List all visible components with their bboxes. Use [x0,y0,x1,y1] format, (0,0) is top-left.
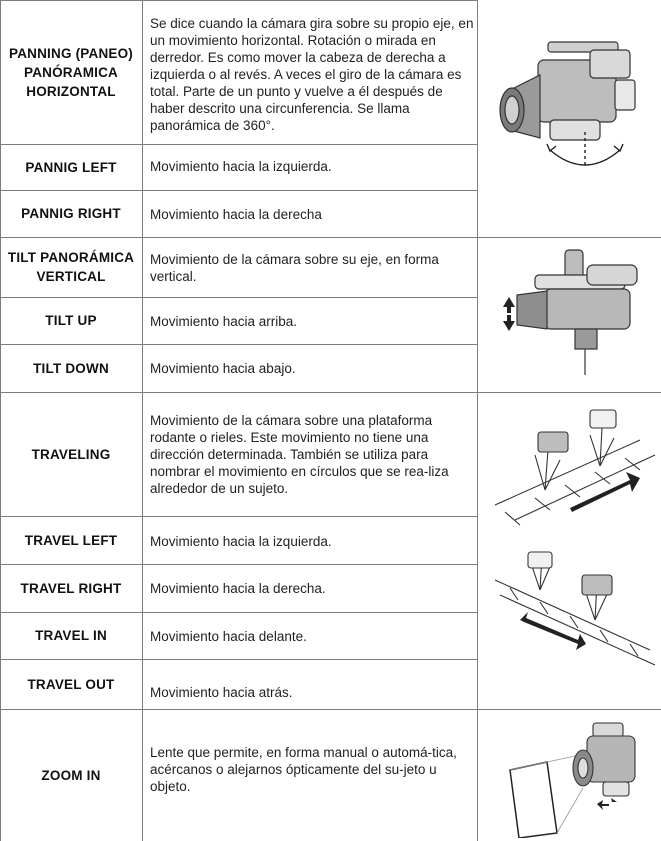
description-travel-left: Movimiento hacia la izquierda. [150,534,332,549]
description-traveling: Movimiento de la cámara sobre una plataforma rodante o rieles. Este movimiento no tiene una dirección determinada. También se utiliza para nombrar el movimiento en círculos que se rea-liza alrededor de un sujeto. [150,413,449,496]
description-pannig-right: Movimiento hacia la derecha [150,207,322,222]
description-panning: Se dice cuando la cámara gira sobre su propio eje, en un movimiento horizontal. Rotación o mirada en derredor. Es como mover la cabeza de derecha a izquierda o al revés. A veces el giro de la cámara es total. Parte de un punto y vuelve a él después de haber descrito una circunferencia. Se llama panorámica de 360°. [150,16,474,133]
column-divider-image [477,0,478,841]
term-travel-in: TRAVEL IN [35,628,107,643]
camera-tilt-illustration [495,245,645,380]
description-tilt-up: Movimiento hacia arriba. [150,314,298,329]
column-divider-term [142,0,143,841]
term-panning: PANNING (PANEO) PANÓRAMICA HORIZONTAL [9,45,133,99]
camera-pan-illustration [490,20,650,185]
term-pannig-right: PANNIG RIGHT [21,206,121,221]
term-travel-out: TRAVEL OUT [27,676,115,692]
description-pannig-left: Movimiento hacia la izquierda. [150,159,332,174]
description-tilt-down: Movimiento hacia abajo. [150,361,296,376]
camera-dolly-track-illustration [490,400,660,700]
description-zoom-in: Lente que permite, en forma manual o automá-tica, acércanos o alejarnos ópticamente del su-jeto u objeto. [150,745,457,794]
term-zoom-in: ZOOM IN [41,767,101,783]
description-travel-right: Movimiento hacia la derecha. [150,581,326,596]
term-travel-left: TRAVEL LEFT [24,532,118,548]
description-travel-out: Movimiento hacia atrás. [150,685,293,700]
term-pannig-left: PANNIG LEFT [25,159,117,175]
term-travel-right: TRAVEL RIGHT [20,580,122,596]
term-tilt-down: TILT DOWN [33,360,109,376]
term-traveling: TRAVELING [31,446,111,462]
description-tilt: Movimiento de la cámara sobre su eje, en forma vertical. [150,252,439,284]
term-tilt: TILT PANORÁMICA VERTICAL [7,250,135,284]
camera-zoom-illustration [505,718,655,838]
term-tilt-up: TILT UP [45,313,97,328]
description-travel-in: Movimiento hacia delante. [150,629,307,644]
